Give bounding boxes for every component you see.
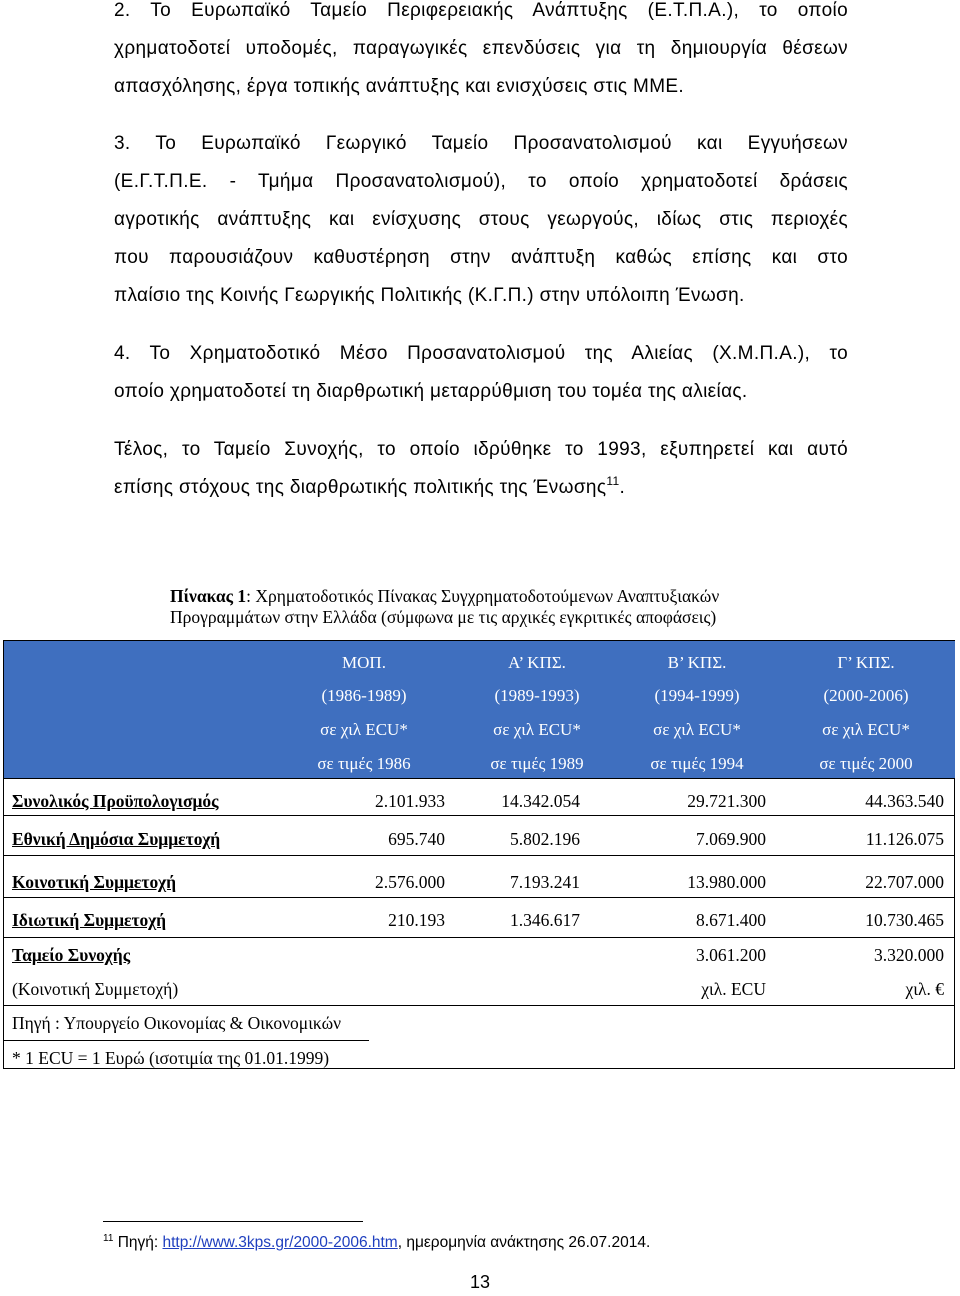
row-label-cohesion-fund: Ταμείο Συνοχής — [12, 945, 131, 965]
caption-line — [170, 586, 830, 607]
row-divider — [4, 815, 955, 816]
cell-unit: χιλ. ECU — [701, 979, 766, 999]
cell-value: 7.069.900 — [696, 829, 766, 849]
text-line: οποίο χρηματοδοτεί τη διαρθρωτική μεταρρύθμιση του τομέα της αλιείας. — [114, 381, 748, 402]
cell-value: 3.061.200 — [696, 945, 766, 965]
list-item-3 — [114, 125, 848, 315]
header-prices: σε τιμές 1986 — [317, 754, 411, 773]
row-divider — [4, 897, 955, 898]
text-line: Τέλος, το Ταμείο Συνοχής, το οποίο ιδρύθηκε το 1993, εξυπηρετεί και αυτό — [114, 439, 848, 460]
text-line — [114, 469, 848, 507]
list-item-2 — [114, 0, 848, 106]
cell-value: 11.126.075 — [865, 829, 944, 849]
text-line: 4. Το Χρηματοδοτικό Μέσο Προσανατολισμού της Αλιείας (Χ.Μ.Π.Α.), το — [114, 343, 848, 364]
text-line: (Ε.Γ.Τ.Π.Ε. - Τμήμα Προσανατολισμού), το οποίο χρηματοδοτεί δράσεις — [114, 171, 848, 192]
header-name: Β’ ΚΠΣ. — [667, 653, 727, 672]
footnote-separator — [103, 1221, 363, 1222]
footnote-prefix: Πηγή: — [113, 1234, 163, 1251]
cell-value: 3.320.000 — [874, 945, 944, 965]
table-note: * 1 ECU = 1 Ευρώ (ισοτιμία της 01.01.1999) — [12, 1048, 330, 1068]
cell-value: 7.193.241 — [510, 872, 580, 892]
text-line: απασχόλησης, έργα τοπικής ανάπτυξης και ενισχύσεις στις ΜΜΕ. — [114, 76, 685, 97]
header-unit: σε χιλ ECU* — [653, 720, 741, 739]
text-fragment: επίσης στόχους της διαρθρωτικής πολιτικής της Ένωσης — [114, 477, 607, 498]
caption-text: : Χρηματοδοτικός Πίνακας Συγχρηματοδοτούμενων Αναπτυξιακών — [246, 586, 720, 606]
caption-line: Προγραμμάτων στην Ελλάδα (σύμφωνα με τις αρχικές εγκριτικές αποφάσεις) — [170, 607, 717, 627]
page-number: 13 — [469, 1272, 491, 1292]
header-unit: σε χιλ ECU* — [320, 720, 408, 739]
text-line: που παρουσιάζουν καθυστέρηση στην ανάπτυξη καθώς επίσης και στο — [114, 247, 848, 268]
header-prices: σε τιμές 1989 — [490, 754, 584, 773]
row-divider — [4, 855, 955, 856]
text-line: χρηματοδοτεί υποδομές, παραγωγικές επενδύσεις για τη δημιουργία θέσεων — [114, 38, 848, 59]
row-divider — [4, 1005, 955, 1006]
footnote-number: 11 — [103, 1233, 114, 1244]
cell-value: 13.980.000 — [687, 872, 766, 892]
text-line: πλαίσιο της Κοινής Γεωργικής Πολιτικής (Κ.Γ.Π.) στην υπόλοιπη Ένωση. — [114, 285, 745, 306]
table-caption — [170, 586, 830, 628]
row-label-national-public: Εθνική Δημόσια Συμμετοχή — [12, 829, 221, 849]
footnote-link[interactable]: http://www.3kps.gr/2000-2006.htm — [162, 1234, 398, 1251]
col-divider — [954, 778, 955, 1005]
footnote — [103, 1234, 650, 1252]
header-name: Γ’ ΚΠΣ. — [837, 653, 895, 672]
header-unit: σε χιλ ECU* — [493, 720, 581, 739]
row-label-total-budget: Συνολικός Προϋπολογισμός — [12, 791, 219, 811]
footnote-ref[interactable]: 11 — [606, 474, 620, 488]
header-name: ΜΟΠ. — [342, 653, 386, 672]
header-period: (1986-1989) — [321, 686, 407, 705]
header-period: (2000-2006) — [823, 686, 909, 705]
header-period: (1989-1993) — [494, 686, 580, 705]
cell-value: 22.707.000 — [865, 872, 944, 892]
row-label-private: Ιδιωτική Συμμετοχή — [12, 910, 167, 930]
footnote-suffix: , ημερομηνία ανάκτησης 26.07.2014. — [397, 1234, 651, 1251]
cell-value: 29.721.300 — [687, 791, 766, 811]
cell-value: 5.802.196 — [510, 829, 580, 849]
header-period: (1994-1999) — [654, 686, 740, 705]
cell-value: 14.342.054 — [501, 791, 580, 811]
header-prices: σε τιμές 1994 — [650, 754, 744, 773]
row-divider — [4, 778, 955, 779]
cell-value: 8.671.400 — [696, 910, 766, 930]
text-line: 3. Το Ευρωπαϊκό Γεωργικό Ταμείο Προσανατολισμού και Εγγυήσεων — [114, 133, 848, 154]
cell-value: 210.193 — [388, 910, 445, 930]
text-fragment: . — [619, 477, 626, 498]
text-line: 2. Το Ευρωπαϊκό Ταμείο Περιφερειακής Ανάπτυξης (Ε.Τ.Π.Α.), το οποίο — [114, 0, 848, 21]
caption-label: Πίνακας 1 — [170, 586, 247, 606]
list-item-4 — [114, 335, 848, 411]
header-name: Α’ ΚΠΣ. — [508, 653, 566, 672]
cell-value: 695.740 — [388, 829, 445, 849]
cell-value: 1.346.617 — [510, 910, 580, 930]
header-unit: σε χιλ ECU* — [822, 720, 910, 739]
table-source: Πηγή : Υπουργείο Οικονομίας & Οικονομικών — [12, 1013, 341, 1033]
row-divider — [4, 937, 955, 938]
cell-value: 2.101.933 — [375, 791, 445, 811]
row-label-community: Κοινοτική Συμμετοχή — [12, 872, 177, 892]
row-sublabel: (Κοινοτική Συμμετοχή) — [12, 979, 179, 999]
cell-value: 10.730.465 — [865, 910, 944, 930]
header-prices: σε τιμές 2000 — [819, 754, 913, 773]
cell-value: 44.363.540 — [865, 791, 944, 811]
cell-unit: χιλ. € — [905, 979, 944, 999]
text-line: αγροτικής ανάπτυξης και ενίσχυσης στους γεωργούς, ιδίως στις περιοχές — [114, 209, 848, 230]
row-divider — [4, 1040, 369, 1041]
cell-value: 2.576.000 — [375, 872, 445, 892]
closing-paragraph — [114, 431, 848, 507]
